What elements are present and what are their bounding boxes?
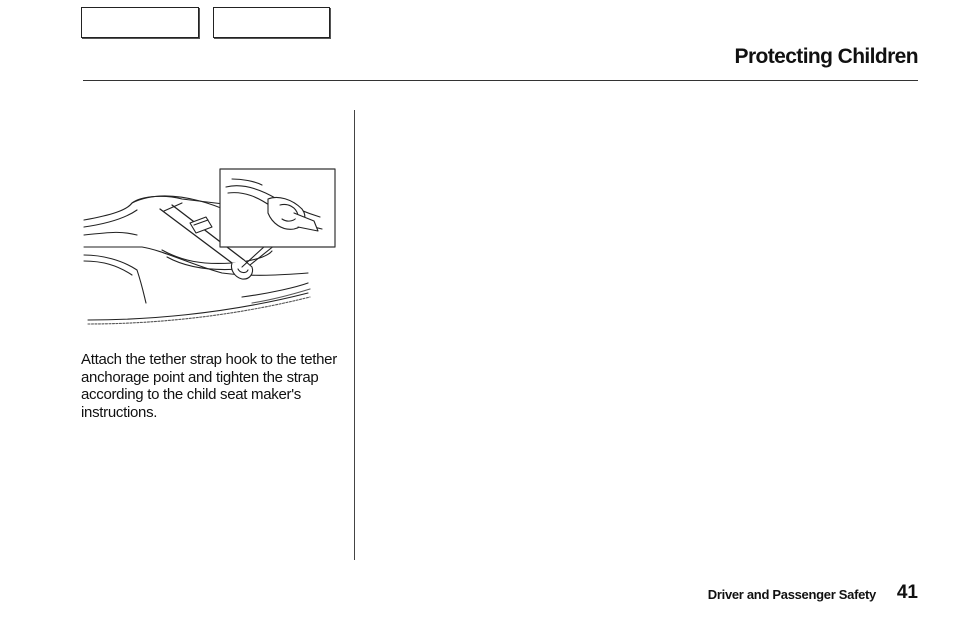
page-number: 41 bbox=[896, 582, 918, 603]
instruction-text: Attach the tether strap hook to the tether anchorage point and tighten the strap according to the child seat maker's instructions. bbox=[81, 351, 337, 421]
tether-strap-illustration bbox=[82, 165, 338, 331]
column-divider bbox=[354, 110, 355, 560]
footer-section-name: Driver and Passenger Safety bbox=[707, 587, 876, 602]
nav-button-1[interactable] bbox=[81, 7, 199, 38]
page-title: Protecting Children bbox=[734, 45, 918, 68]
nav-button-2[interactable] bbox=[213, 7, 330, 38]
title-rule bbox=[83, 80, 918, 81]
